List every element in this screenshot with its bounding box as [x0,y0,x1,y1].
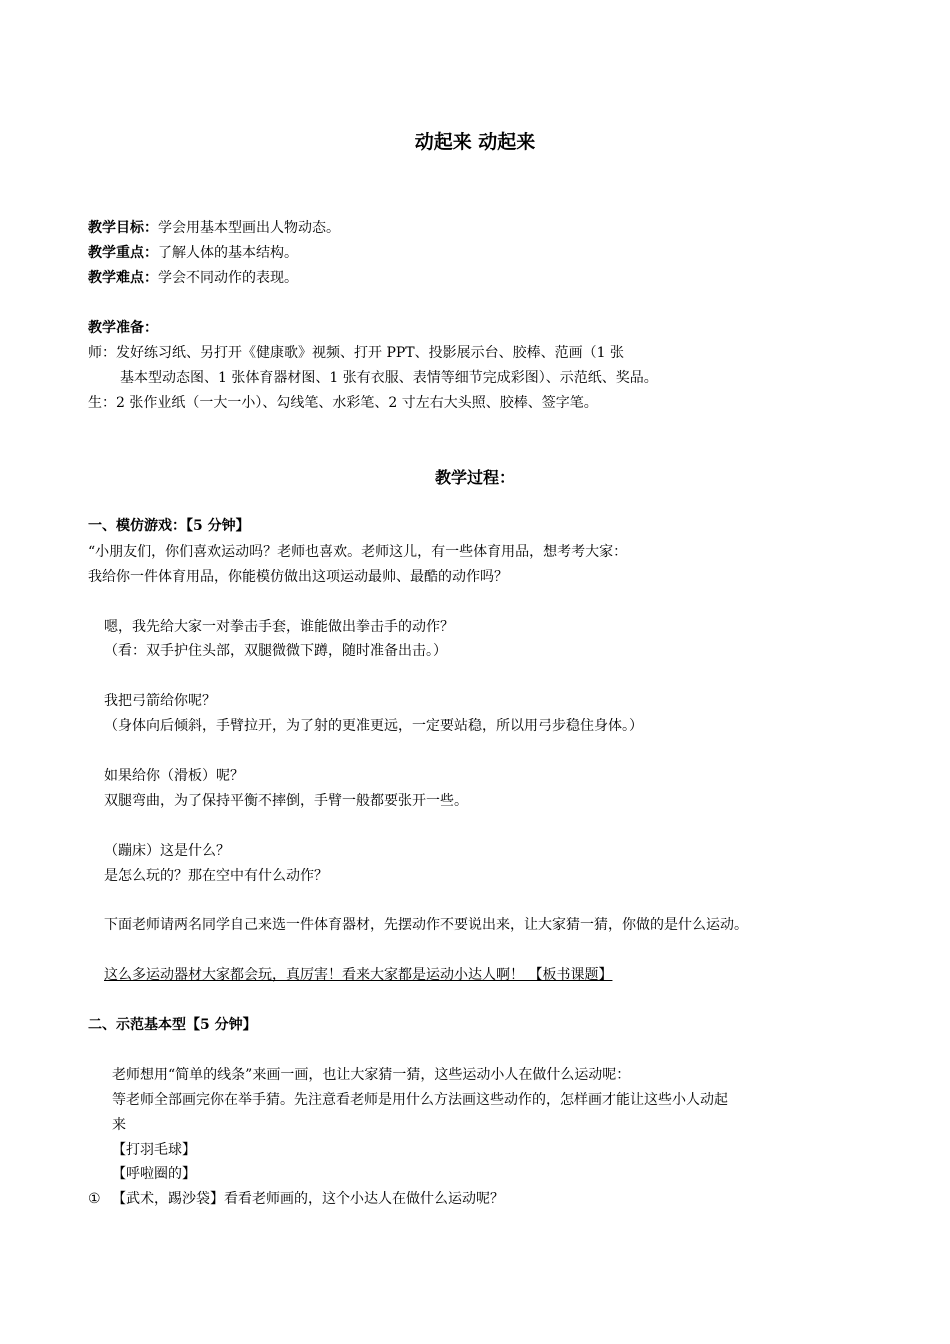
trampoline-answer: 是怎么玩的？那在空中有什么动作？ [104,868,328,884]
skateboard-answer: 双腿弯曲，为了保持平衡不摔倒，手臂一般都要张开一些。 [104,793,468,809]
section1-summary: 这么多运动器材大家都会玩，真厉害！看来大家都是运动小达人啊！ 【板书课题】 [104,967,613,983]
teaching-difficulty [88,268,298,288]
archery-answer: （身体向后倾斜，手臂拉开，为了射的更准更远，一定要站稳，所以用弓步稳住身体。） [104,718,643,734]
section1-intro-2: 我给你一件体育用品，你能模仿做出这项运动最帅、最酷的动作吗？ [88,569,508,585]
section1-intro-1: “小朋友们，你们喜欢运动吗？老师也喜欢。老师这儿，有一些体育用品，想考考大家： [88,544,628,560]
preparation-teacher-line-2: 基本型动态图、1 张体育器材图、1 张有衣服、表情等细节完成彩图）、示范纸、奖品。 [120,370,658,386]
boxing-answer: （看：双手护住头部，双腿微微下蹲，随时准备出击。） [104,643,447,659]
badminton-item: 【打羽毛球】 [112,1142,196,1158]
preparation-student-line: 生：2 张作业纸（一大一小）、勾线笔、水彩笔、2 寸左右大头照、胶棒、签字笔。 [88,395,598,411]
archery-question: 我把弓箭给你呢？ [104,693,216,709]
key-label: 教学重点： [88,245,158,261]
section2-line-2: 等老师全部画完你在举手猜。先注意看老师是用什么方法画这些动作的，怎样画才能让这些小人动起 [112,1092,728,1108]
goal-label: 教学目标： [88,220,158,236]
process-heading: 教学过程： [434,468,515,487]
preparation-label: 教学准备： [88,320,158,336]
skateboard-question: 如果给你（滑板）呢？ [104,768,244,784]
difficulty-label: 教学难点： [88,270,158,286]
hula-hoop-item: 【呼啦圈的】 [112,1166,196,1182]
section2-heading: 二、示范基本型【5 分钟】 [88,1017,257,1033]
boxing-question: 嗯，我先给大家一对拳击手套，谁能做出拳击手的动作？ [104,619,454,635]
teaching-goal [88,218,340,238]
section1-heading: 一、模仿游戏：【5 分钟】 [88,518,250,534]
page-title: 动起来 动起来 [414,131,536,153]
martial-arts-marker: ① [88,1191,101,1207]
teaching-key-point [88,243,298,263]
section2-line-3: 来 [112,1117,126,1133]
preparation-teacher-line-1: 师：发好练习纸、另打开《健康歌》视频、打开 PPT、投影展示台、胶棒、范画（1 张 [88,345,624,361]
goal-text: 学会用基本型画出人物动态。 [158,220,340,236]
guess-activity: 下面老师请两名同学自己来选一件体育器材，先摆动作不要说出来，让大家猜一猜，你做的是什么运动。 [104,917,748,933]
trampoline-question: （蹦床）这是什么？ [104,843,230,859]
section2-line-1: 老师想用“简单的线条”来画一画，也让大家猜一猜，这些运动小人在做什么运动呢： [112,1067,631,1083]
martial-arts-item: 【武术，踢沙袋】看看老师画的，这个小达人在做什么运动呢？ [112,1191,504,1207]
key-text: 了解人体的基本结构。 [158,245,298,261]
difficulty-text: 学会不同动作的表现。 [158,270,298,286]
